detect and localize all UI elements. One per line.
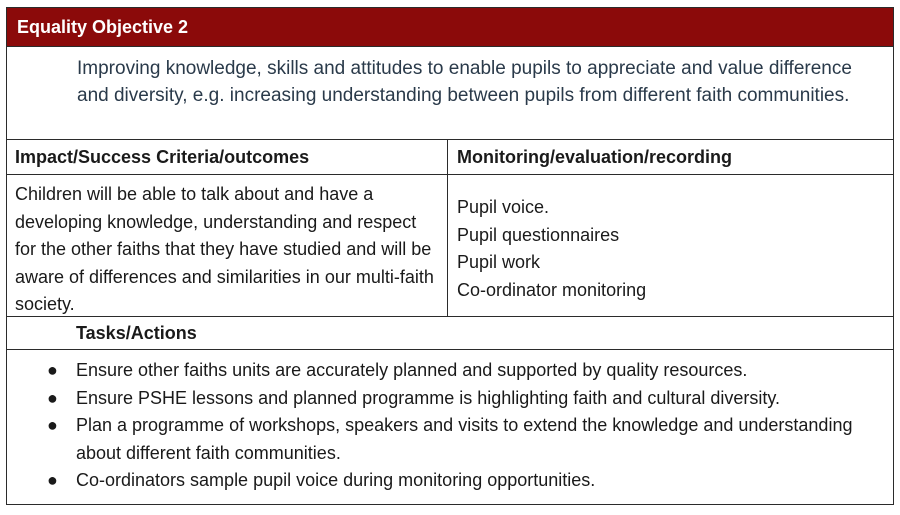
list-item: [7, 467, 883, 495]
bullet-icon: ●: [47, 470, 58, 490]
bullet-icon: ●: [47, 415, 58, 435]
criteria-content-row: [7, 175, 893, 317]
monitoring-item: Pupil questionnaires: [457, 224, 620, 245]
monitoring-header-label: Monitoring/evaluation/recording: [457, 146, 733, 167]
equality-objective-table: [6, 7, 894, 505]
task-text: Co-ordinators sample pupil voice during monitoring opportunities.: [76, 470, 596, 490]
monitoring-item: Pupil work: [457, 252, 541, 272]
list-item: [7, 357, 883, 385]
monitoring-item: Co-ordinator monitoring: [457, 279, 647, 300]
objective-title: Equality Objective 2: [17, 16, 189, 37]
list-item: [7, 385, 883, 413]
table-title-row: [7, 8, 893, 47]
impact-header-label: Impact/Success Criteria/outcomes: [15, 146, 310, 167]
tasks-list: [7, 350, 893, 504]
impact-column-header: [7, 140, 448, 174]
monitoring-cell: [448, 175, 893, 316]
bullet-icon: ●: [47, 360, 58, 380]
impact-cell: Children will be able to talk about and have a developing knowledge, understanding and respect for the other faiths that they have studied and will be aware of differences and similarities in our multi-faith society.: [7, 175, 448, 316]
task-text: Ensure other faiths units are accurately planned and supported by quality resources.: [76, 360, 748, 380]
column-header-row: [7, 140, 893, 175]
tasks-title-row: [7, 317, 893, 350]
task-text: Plan a programme of workshops, speakers and visits to extend the knowledge and understanding about different faith communities.: [76, 415, 853, 463]
bullet-icon: ●: [47, 387, 58, 408]
list-item: [7, 412, 883, 467]
monitoring-item: Pupil voice.: [457, 197, 550, 217]
monitoring-column-header: [448, 140, 893, 174]
objective-description: Improving knowledge, skills and attitudes to enable pupils to appreciate and value difference and diversity, e.g. increasing understanding between pupils from different faith communities.: [7, 47, 893, 140]
task-text: Ensure PSHE lessons and planned programme is highlighting faith and cultural diversity.: [76, 387, 781, 408]
tasks-title: Tasks/Actions: [76, 322, 197, 343]
